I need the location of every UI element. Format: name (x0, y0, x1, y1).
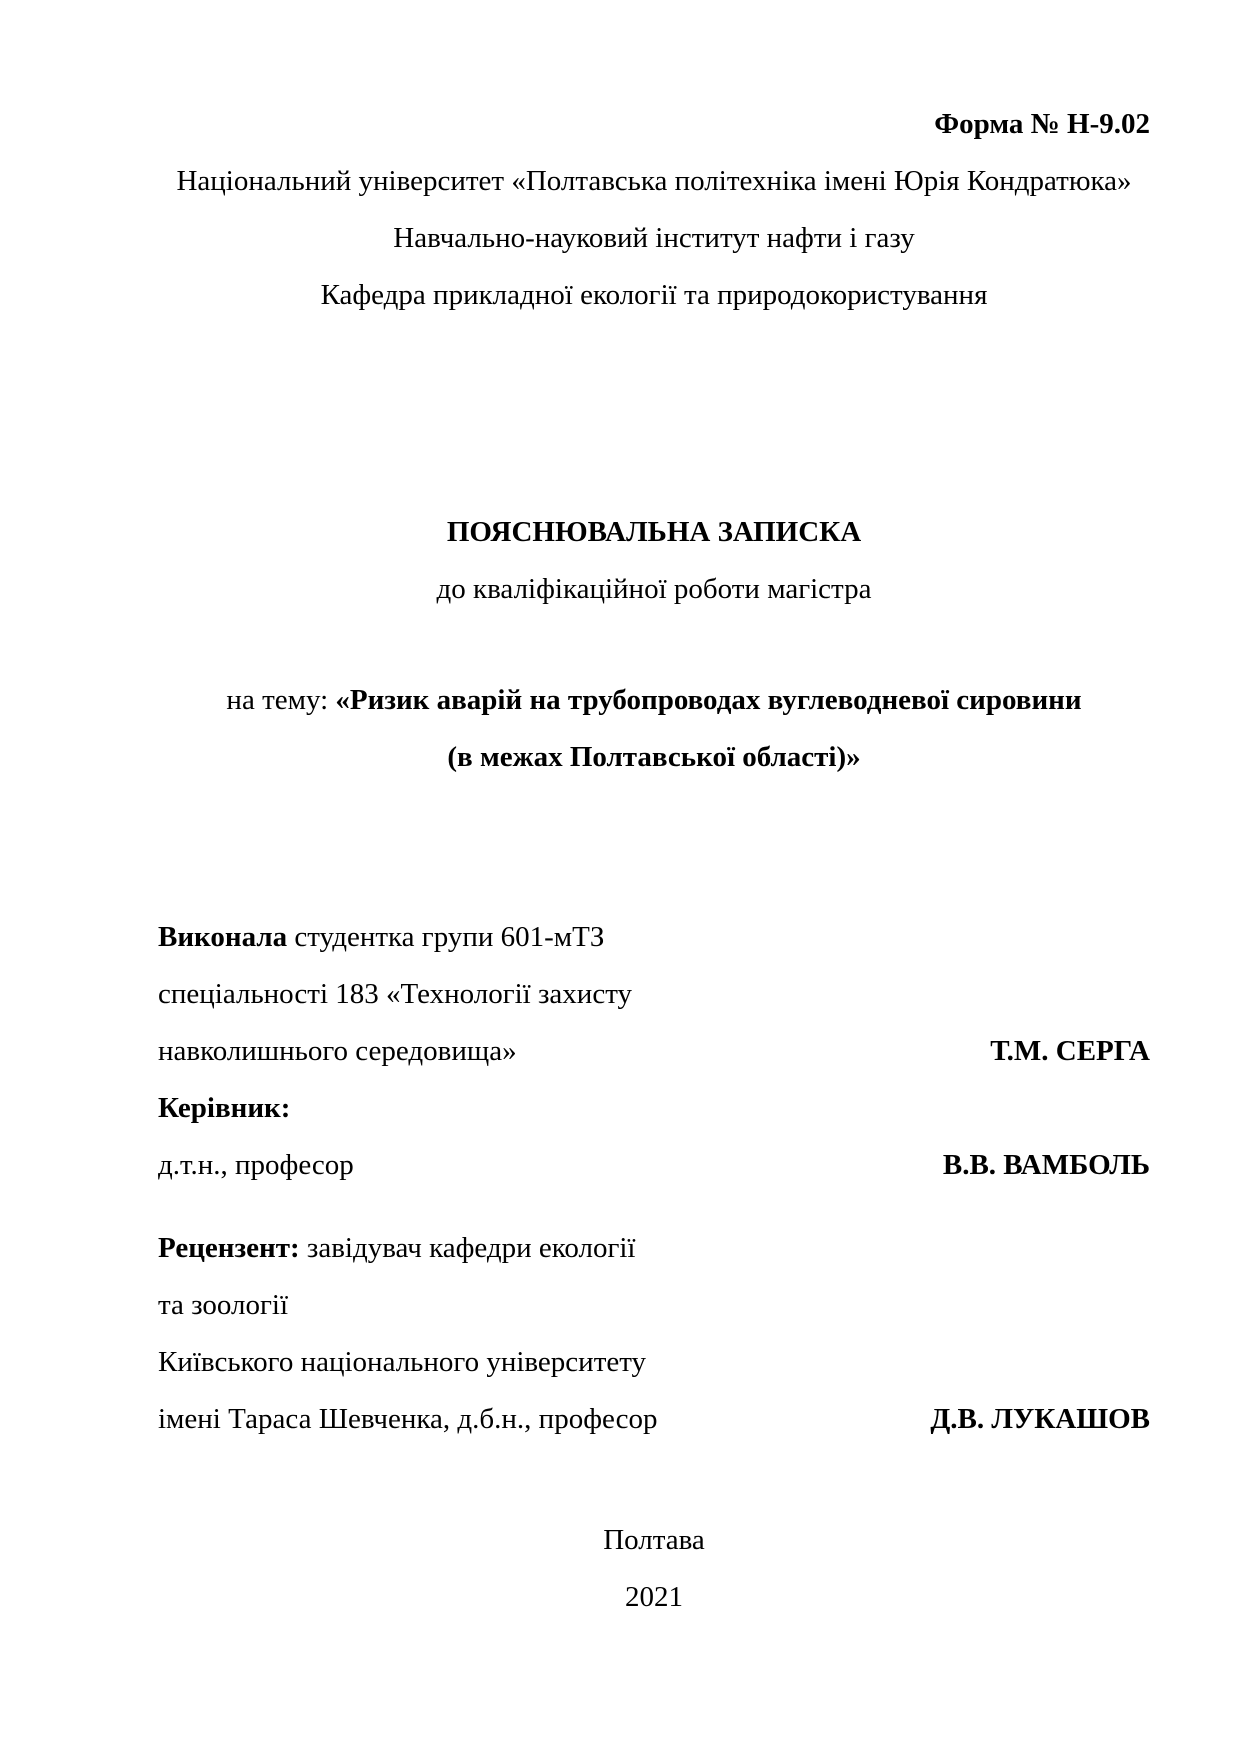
performed-by-line (158, 909, 1150, 966)
signatures-block (158, 909, 1150, 1194)
supervisor-row (158, 1137, 1150, 1194)
performed-rest: студентка групи 601-мТЗ (287, 921, 605, 953)
document-title: ПОЯСНЮВАЛЬНА ЗАПИСКА (446, 516, 862, 548)
reviewer-row (158, 1391, 1150, 1448)
supervisor-degree: д.т.н., професор (158, 1149, 354, 1181)
university-header (158, 153, 1150, 324)
supervisor-label: Керівник: (158, 1092, 291, 1124)
reviewer-line2: та зоології (158, 1289, 289, 1321)
city: Полтава (603, 1524, 705, 1556)
speciality-line2-row (158, 1023, 1150, 1080)
department-name: Кафедра прикладної екології та природокористування (320, 279, 988, 311)
theme-prefix: на тему: (226, 684, 336, 716)
reviewer-line4: імені Тараса Шевченка, д.б.н., професор (158, 1403, 658, 1435)
document-subtitle: до кваліфікаційної роботи магістра (436, 573, 872, 605)
thesis-theme-line1 (158, 672, 1150, 729)
reviewer-line3: Київського національного університету (158, 1346, 647, 1378)
institute-name: Навчально-науковий інститут нафти і газу (393, 222, 915, 254)
document-title-block (158, 504, 1150, 618)
university-name: Національний університет «Полтавська політехніка імені Юрія Кондратюка» (176, 165, 1132, 197)
speciality-line2: навколишнього середовища» (158, 1035, 517, 1067)
reviewer-block (158, 1220, 1150, 1448)
reviewer-rest: завідувач кафедри екології (299, 1232, 636, 1264)
performed-label: Виконала (158, 921, 288, 953)
form-number: Форма № Н-9.02 (934, 108, 1150, 140)
year: 2021 (625, 1581, 683, 1613)
thesis-theme-line2: (в межах Полтавської області)» (447, 741, 861, 773)
supervisor-name: В.В. ВАМБОЛЬ (942, 1149, 1150, 1181)
footer-block (158, 1512, 1150, 1626)
reviewer-name: Д.В. ЛУКАШОВ (930, 1403, 1150, 1435)
theme-title-part1: «Ризик аварій на трубопроводах вуглеводневої сировини (335, 684, 1082, 716)
student-name: Т.М. СЕРГА (990, 1035, 1150, 1067)
reviewer-line1 (158, 1220, 1150, 1277)
reviewer-label: Рецензент: (158, 1232, 300, 1264)
thesis-theme-block (158, 672, 1150, 786)
speciality-line1: спеціальності 183 «Технології захисту (158, 978, 632, 1010)
